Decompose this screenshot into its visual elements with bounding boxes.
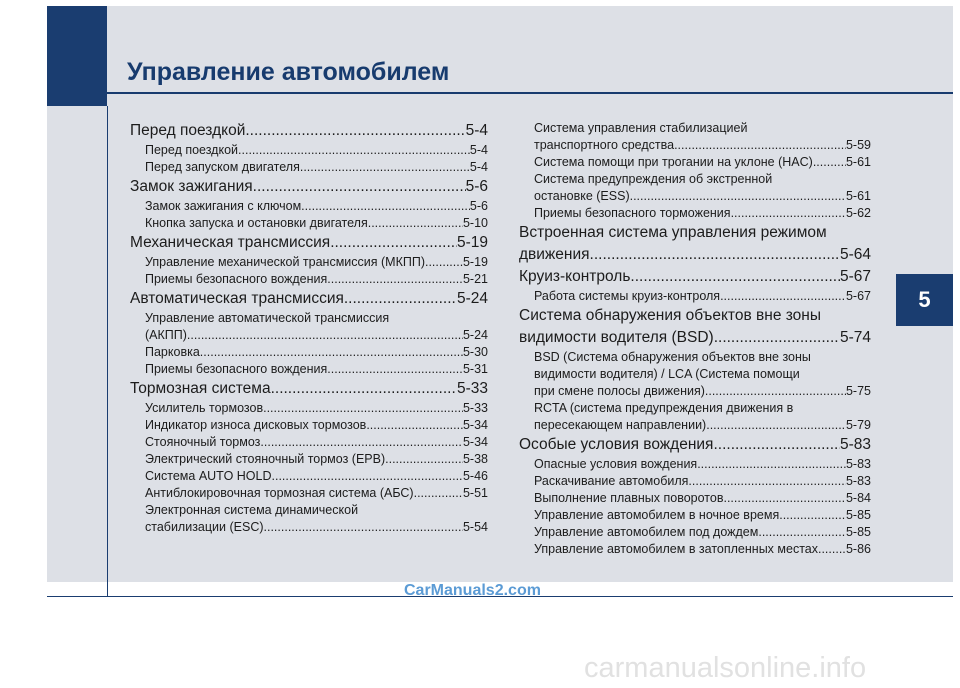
toc-page-number: 5-34 <box>462 435 488 449</box>
toc-entry-text: при смене полосы движения) <box>534 384 705 398</box>
dot-leader <box>779 507 846 524</box>
toc-subsection-entry[interactable] <box>519 456 871 473</box>
dot-leader <box>344 288 457 310</box>
toc-entry-text: пересекающем направлении) <box>534 418 707 432</box>
toc-section-entry[interactable] <box>519 266 871 288</box>
toc-entry-text: Электронная система динамической <box>145 503 359 517</box>
dot-leader <box>731 205 846 222</box>
dot-leader <box>327 271 463 288</box>
toc-section-entry[interactable] <box>130 176 488 198</box>
toc-page-number: 5-4 <box>469 160 488 174</box>
toc-column-left <box>130 120 488 536</box>
toc-section-entry[interactable] <box>130 288 488 310</box>
toc-subsection-entry[interactable] <box>519 137 871 154</box>
toc-entry-text: Приемы безопасного торможения <box>534 206 731 220</box>
dot-leader <box>425 254 463 271</box>
toc-entry-text: Управление механической трансмиссия (МКПП) <box>145 255 425 269</box>
toc-page-number: 5-24 <box>462 328 488 342</box>
toc-page-number: 5-34 <box>462 418 488 432</box>
toc-subsection-entry[interactable] <box>130 417 488 434</box>
dot-leader <box>630 266 840 288</box>
toc-subsection-entry[interactable] <box>130 159 488 176</box>
dot-leader <box>723 490 845 507</box>
toc-page-number: 5-33 <box>456 380 488 397</box>
toc-subsection-entry[interactable] <box>130 519 488 536</box>
dot-leader <box>271 378 457 400</box>
title-underline <box>107 92 953 94</box>
watermark-carmanuals2[interactable]: CarManuals2.com <box>404 582 541 599</box>
toc-subsection-entry[interactable] <box>519 473 871 490</box>
toc-column-right <box>519 120 871 558</box>
dot-leader <box>674 137 846 154</box>
toc-entry-text: Управление автомобилем в затопленных местах <box>534 542 818 556</box>
toc-page-number: 5-19 <box>462 255 488 269</box>
toc-subsection-entry[interactable] <box>519 490 871 507</box>
toc-subsection-entry[interactable] <box>130 327 488 344</box>
toc-page-number: 5-83 <box>845 474 871 488</box>
toc-entry-continued[interactable] <box>519 222 871 244</box>
toc-entry-continued[interactable] <box>519 400 871 417</box>
toc-page-number: 5-74 <box>839 329 871 346</box>
toc-page-number: 5-31 <box>462 362 488 376</box>
toc-section-entry[interactable] <box>130 232 488 254</box>
watermark-carmanualsonline: carmanualsonline.info <box>584 652 867 684</box>
toc-subsection-entry[interactable] <box>519 524 871 541</box>
toc-subsection-entry[interactable] <box>130 271 488 288</box>
dot-leader <box>813 154 846 171</box>
toc-entry-text: Раскачивание автомобиля <box>534 474 689 488</box>
dot-leader <box>238 142 470 159</box>
toc-entry-text: RCTA (система предупреждения движения в <box>534 401 794 415</box>
dot-leader <box>245 120 465 142</box>
toc-page-number: 5-84 <box>845 491 871 505</box>
toc-entry-text: Перед поездкой <box>145 143 239 157</box>
dot-leader <box>330 232 457 254</box>
toc-subsection-entry[interactable] <box>130 485 488 502</box>
toc-entry-text: Управление автомобилем в ночное время <box>534 508 780 522</box>
dot-leader <box>706 417 846 434</box>
toc-page-number: 5-61 <box>845 189 871 203</box>
toc-subsection-entry[interactable] <box>130 400 488 417</box>
toc-subsection-entry[interactable] <box>130 198 488 215</box>
toc-entry-text: видимости водителя) / LCA (Система помощи <box>534 367 800 381</box>
dot-leader <box>260 434 463 451</box>
toc-subsection-entry[interactable] <box>130 215 488 232</box>
toc-subsection-entry[interactable] <box>130 344 488 361</box>
toc-entry-text: стабилизации (ESC) <box>145 520 264 534</box>
toc-entry-continued[interactable] <box>519 305 871 327</box>
toc-section-entry[interactable] <box>130 378 488 400</box>
toc-entry-text: Замок зажигания с ключом <box>145 199 302 213</box>
toc-page-number: 5-4 <box>469 143 488 157</box>
dot-leader <box>818 541 846 558</box>
dot-leader <box>697 456 846 473</box>
dot-leader <box>385 451 463 468</box>
toc-page-number: 5-46 <box>462 469 488 483</box>
dot-leader <box>272 468 463 485</box>
toc-entry-text: Замок зажигания <box>130 178 253 195</box>
dot-leader <box>758 524 846 541</box>
toc-subsection-entry[interactable] <box>519 154 871 171</box>
toc-page-number: 5-79 <box>845 418 871 432</box>
toc-page-number: 5-67 <box>845 289 871 303</box>
toc-entry-text: Система обнаружения объектов вне зоны <box>519 307 821 324</box>
toc-subsection-entry[interactable] <box>130 434 488 451</box>
toc-entry-text: Усилитель тормозов <box>145 401 264 415</box>
toc-entry-text: Электрический стояночный тормоз (EPB) <box>145 452 386 466</box>
dot-leader <box>300 159 470 176</box>
toc-page-number: 5-64 <box>839 246 871 263</box>
toc-entry-text: Кнопка запуска и остановки двигателя <box>145 216 368 230</box>
toc-entry-text: Система управления стабилизацией <box>534 121 748 135</box>
toc-subsection-entry[interactable] <box>519 205 871 222</box>
toc-page-number: 5-61 <box>845 155 871 169</box>
dot-leader <box>713 434 840 456</box>
dot-leader <box>187 327 463 344</box>
toc-page-number: 5-6 <box>465 178 488 195</box>
toc-page-number: 5-54 <box>462 520 488 534</box>
toc-page-number: 5-24 <box>456 290 488 307</box>
dot-leader <box>301 198 470 215</box>
toc-page-number: 5-67 <box>839 268 871 285</box>
toc-entry-text: Парковка <box>145 345 200 359</box>
toc-entry-text: Управление автомобилем под дождем <box>534 525 759 539</box>
toc-subsection-entry[interactable] <box>519 288 871 305</box>
toc-subsection-entry[interactable] <box>130 468 488 485</box>
toc-entry-text: Выполнение плавных поворотов <box>534 491 724 505</box>
toc-entry-text: Работа системы круиз-контроля <box>534 289 721 303</box>
toc-entry-text: Перед запуском двигателя <box>145 160 300 174</box>
toc-entry-text: Перед поездкой <box>130 122 246 139</box>
toc-subsection-entry[interactable] <box>130 451 488 468</box>
toc-entry-continued[interactable] <box>519 120 871 137</box>
toc-section-entry[interactable] <box>130 120 488 142</box>
toc-entry-text: остановке (ESS) <box>534 189 630 203</box>
dot-leader <box>327 361 463 378</box>
dot-leader <box>200 344 463 361</box>
toc-entry-text: BSD (Система обнаружения объектов вне зоны <box>534 350 811 364</box>
toc-page-number: 5-85 <box>845 525 871 539</box>
toc-page-number: 5-19 <box>456 234 488 251</box>
toc-entry-continued[interactable] <box>130 502 488 519</box>
dot-leader <box>714 327 840 349</box>
chapter-number: 5 <box>918 287 931 312</box>
dot-leader <box>368 215 463 232</box>
toc-page-number: 5-21 <box>462 272 488 286</box>
chapter-tab[interactable] <box>896 274 953 326</box>
toc-page-number: 5-4 <box>465 122 488 139</box>
toc-entry-text: Система предупреждения об экстренной <box>534 172 773 186</box>
dot-leader <box>720 288 846 305</box>
toc-entry-text: Автоматическая трансмиссия <box>130 290 344 307</box>
toc-section-entry[interactable] <box>519 434 871 456</box>
dot-leader <box>264 519 463 536</box>
toc-subsection-entry[interactable] <box>130 361 488 378</box>
toc-entry-text: Приемы безопасного вождения <box>145 272 328 286</box>
toc-section-entry[interactable] <box>519 244 871 266</box>
dot-leader <box>688 473 846 490</box>
toc-entry-text: Система помощи при трогании на уклоне (HAC) <box>534 155 813 169</box>
header-band <box>107 6 953 106</box>
dot-leader <box>253 176 466 198</box>
toc-entry-text: Тормозная система <box>130 380 271 397</box>
toc-entry-text: транспортного средства <box>534 138 675 152</box>
toc-subsection-entry[interactable] <box>130 142 488 159</box>
toc-subsection-entry[interactable] <box>519 507 871 524</box>
toc-page-number: 5-75 <box>845 384 871 398</box>
page-title: Управление автомобилем <box>127 58 450 86</box>
toc-entry-continued[interactable] <box>519 366 871 383</box>
toc-entry-text: Механическая трансмиссия <box>130 234 331 251</box>
toc-entry-text: Особые условия вождения <box>519 436 714 453</box>
toc-page-number: 5-38 <box>462 452 488 466</box>
toc-page-number: 5-86 <box>845 542 871 556</box>
header-side-block <box>47 6 107 106</box>
toc-page-number: 5-83 <box>845 457 871 471</box>
dot-leader <box>630 188 846 205</box>
toc-subsection-entry[interactable] <box>519 417 871 434</box>
toc-subsection-entry[interactable] <box>519 541 871 558</box>
toc-entry-continued[interactable] <box>519 349 871 366</box>
dot-leader <box>590 244 840 266</box>
toc-entry-text: Встроенная система управления режимом <box>519 224 827 241</box>
toc-page-number: 5-62 <box>845 206 871 220</box>
toc-entry-text: (АКПП) <box>145 328 187 342</box>
toc-page-number: 5-30 <box>462 345 488 359</box>
toc-section-entry[interactable] <box>519 327 871 349</box>
dot-leader <box>263 400 463 417</box>
toc-entry-text: Индикатор износа дисковых тормозов <box>145 418 367 432</box>
margin-line <box>107 106 108 596</box>
dot-leader <box>705 383 846 400</box>
dot-leader <box>366 417 463 434</box>
toc-entry-text: Стояночный тормоз <box>145 435 261 449</box>
toc-entry-text: Опасные условия вождения <box>534 457 698 471</box>
toc-entry-continued[interactable] <box>519 171 871 188</box>
toc-entry-continued[interactable] <box>130 310 488 327</box>
toc-page-number: 5-83 <box>839 436 871 453</box>
toc-page-number: 5-51 <box>462 486 488 500</box>
toc-page-number: 5-85 <box>845 508 871 522</box>
dot-leader <box>414 485 463 502</box>
toc-entry-text: Антиблокировочная тормозная система (АБС) <box>145 486 414 500</box>
toc-page-number: 5-33 <box>462 401 488 415</box>
toc-entry-text: движения <box>519 246 590 263</box>
toc-entry-text: видимости водителя (BSD) <box>519 329 714 346</box>
toc-page-number: 5-6 <box>469 199 488 213</box>
toc-entry-text: Система AUTO HOLD <box>145 469 272 483</box>
toc-subsection-entry[interactable] <box>519 188 871 205</box>
toc-subsection-entry[interactable] <box>519 383 871 400</box>
toc-entry-text: Круиз-контроль <box>519 268 631 285</box>
toc-entry-text: Приемы безопасного вождения <box>145 362 328 376</box>
toc-entry-text: Управление автоматической трансмиссия <box>145 311 390 325</box>
toc-subsection-entry[interactable] <box>130 254 488 271</box>
toc-page-number: 5-59 <box>845 138 871 152</box>
toc-page-number: 5-10 <box>462 216 488 230</box>
